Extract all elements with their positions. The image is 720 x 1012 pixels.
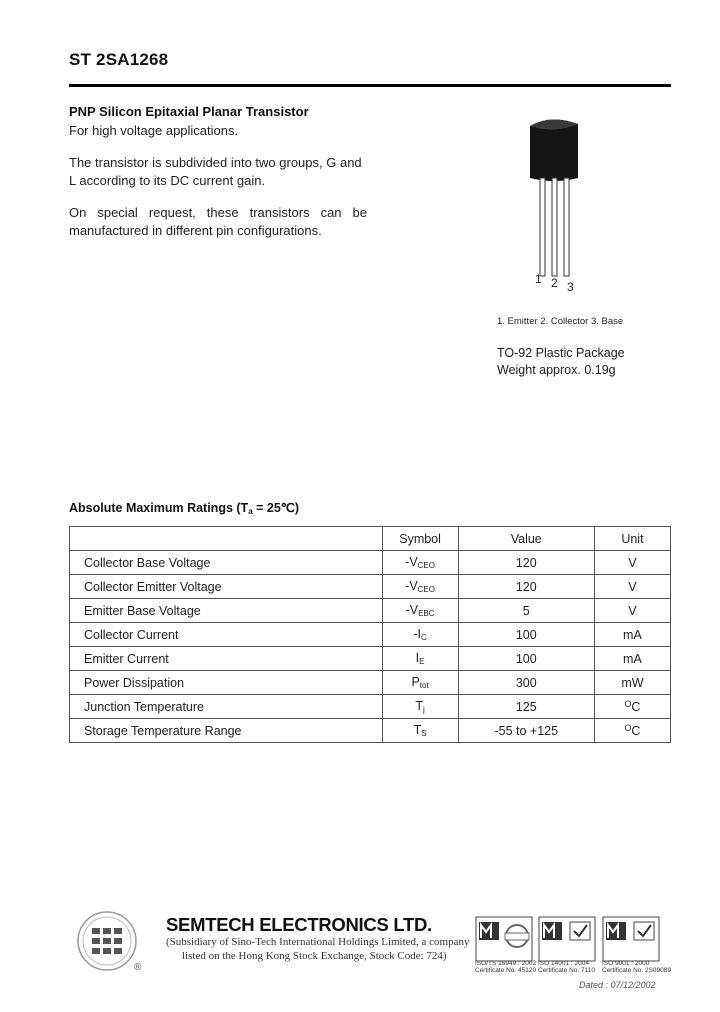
symbol-text: -V — [405, 579, 418, 593]
package-info — [497, 345, 625, 379]
param-cell: Power Dissipation — [70, 671, 383, 695]
unit-text: mA — [623, 652, 642, 666]
title-rule — [69, 84, 671, 87]
header-unit: Unit — [594, 527, 670, 551]
table-row — [70, 599, 671, 623]
symbol-text: -V — [405, 555, 418, 569]
unit-text: mW — [621, 676, 644, 690]
table-row — [70, 695, 671, 719]
unit-cell — [594, 647, 670, 671]
company-subsidiary-line1: (Subsidiary of Sino-Tech International Holdings Limited, a company — [166, 936, 470, 948]
header-symbol: Symbol — [382, 527, 458, 551]
symbol-cell — [382, 599, 458, 623]
symbol-text: P — [411, 675, 420, 689]
value-cell: -55 to +125 — [458, 719, 594, 743]
param-cell: Collector Emitter Voltage — [70, 575, 383, 599]
registered-mark: ® — [134, 962, 142, 973]
unit-text: V — [628, 604, 637, 618]
unit-cell — [594, 575, 670, 599]
unit-text: C — [631, 700, 641, 714]
semtech-logo-icon — [76, 910, 138, 972]
symbol-subscript: tot — [419, 681, 429, 690]
unit-text: V — [628, 580, 637, 594]
symbol-cell — [382, 551, 458, 575]
symbol-text: T — [415, 699, 423, 713]
absolute-max-ratings-table — [69, 526, 671, 743]
company-name: SEMTECH ELECTRONICS LTD. — [166, 914, 432, 935]
unit-cell — [594, 551, 670, 575]
symbol-cell — [382, 575, 458, 599]
cert2-number: Certificate No. 7110 — [538, 967, 595, 974]
cert3-label: ISO 9001 : 2000 — [602, 960, 650, 967]
symbol-cell — [382, 695, 458, 719]
table-row — [70, 551, 671, 575]
ratings-heading-suffix: = 25℃) — [252, 501, 299, 515]
table-row — [70, 647, 671, 671]
ratings-heading-prefix: Absolute Maximum Ratings (T — [69, 501, 249, 515]
symbol-text: T — [413, 723, 422, 737]
table-row — [70, 719, 671, 743]
unit-cell — [594, 719, 670, 743]
param-cell: Storage Temperature Range — [70, 719, 383, 743]
page-title: ST 2SA1268 — [69, 50, 169, 69]
unit-cell — [594, 623, 670, 647]
table-header-row — [70, 527, 671, 551]
company-subsidiary-line2: listed on the Hong Kong Stock Exchange, Stock Code: 724) — [182, 950, 447, 962]
header-value: Value — [458, 527, 594, 551]
symbol-cell — [382, 719, 458, 743]
moody-certification-badge-icon — [475, 916, 533, 962]
value-cell: 300 — [458, 671, 594, 695]
value-cell: 120 — [458, 575, 594, 599]
symbol-subscript: S — [421, 729, 427, 738]
symbol-cell — [382, 647, 458, 671]
header-parameter — [70, 527, 383, 551]
symbol-text: I — [415, 651, 420, 665]
package-name: TO-92 Plastic Package — [497, 346, 625, 360]
symbol-subscript: E — [419, 657, 425, 666]
ratings-heading — [69, 500, 299, 516]
intro-paragraph-special-b: manufactured in different pin configurations. — [69, 223, 322, 238]
package-weight: Weight approx. 0.19g — [497, 363, 616, 377]
intro-paragraph-groups: The transistor is subdivided into two groups, G and L according to its DC current gain. — [69, 155, 362, 188]
symbol-subscript: CEO — [417, 561, 435, 570]
unit-text: C — [631, 724, 641, 738]
product-subtitle: PNP Silicon Epitaxial Planar Transistor — [69, 104, 309, 119]
symbol-text: -I — [413, 627, 421, 641]
unit-text: V — [628, 556, 637, 570]
cert3-number: Certificate No. 2S09089 — [602, 967, 672, 974]
cert1-number: Certificate No. 45120 — [475, 967, 537, 974]
param-cell: Emitter Base Voltage — [70, 599, 383, 623]
value-cell: 120 — [458, 551, 594, 575]
value-cell: 100 — [458, 647, 594, 671]
value-cell: 5 — [458, 599, 594, 623]
table-row — [70, 671, 671, 695]
pin-number-3: 3 — [567, 280, 574, 294]
value-cell: 100 — [458, 623, 594, 647]
symbol-subscript: EBC — [418, 609, 435, 618]
pin-number-2: 2 — [551, 276, 558, 290]
value-cell: 125 — [458, 695, 594, 719]
intro-paragraph-special-a: On special request, these transistors can be — [69, 205, 367, 220]
table-row — [70, 623, 671, 647]
unit-cell — [594, 695, 670, 719]
param-cell: Collector Current — [70, 623, 383, 647]
param-cell: Emitter Current — [70, 647, 383, 671]
cert1-label: ISO/TS 16949 : 2002 — [475, 960, 537, 967]
param-cell: Junction Temperature — [70, 695, 383, 719]
pin-number-1: 1 — [535, 272, 542, 286]
symbol-cell — [382, 671, 458, 695]
symbol-subscript: CEO — [417, 585, 435, 594]
intro-line: For high voltage applications. — [69, 123, 239, 138]
to92-transistor-icon — [520, 112, 590, 280]
pin-legend: 1. Emitter 2. Collector 3. Base — [497, 316, 624, 327]
unit-superscript: O — [624, 699, 632, 709]
moody-iso14001-badge-icon — [538, 916, 596, 962]
moody-iso9001-badge-icon — [602, 916, 660, 962]
unit-superscript: O — [624, 723, 632, 733]
table-row — [70, 575, 671, 599]
symbol-cell — [382, 623, 458, 647]
param-cell: Collector Base Voltage — [70, 551, 383, 575]
symbol-subscript: j — [423, 705, 425, 714]
symbol-subscript: C — [421, 633, 427, 642]
unit-cell — [594, 599, 670, 623]
dated-stamp: Dated : 07/12/2002 — [579, 980, 656, 990]
unit-text: mA — [623, 628, 642, 642]
ratings-heading-sub: a — [248, 507, 253, 516]
symbol-text: -V — [405, 603, 419, 617]
cert2-label: ISO 14001 : 2004 — [538, 960, 589, 967]
unit-cell — [594, 671, 670, 695]
